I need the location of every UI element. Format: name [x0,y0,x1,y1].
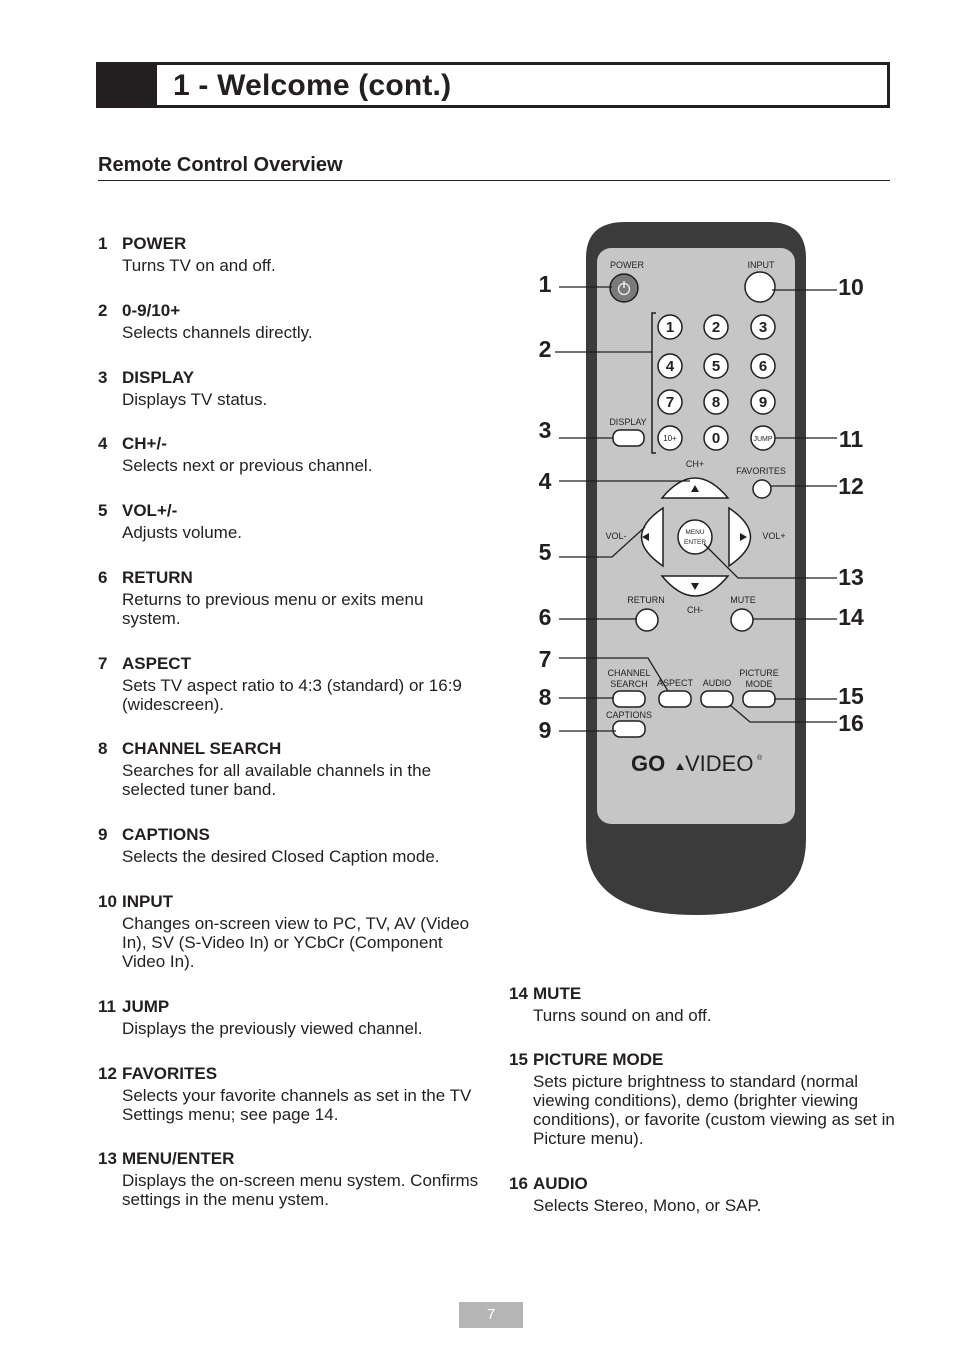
favorites-button [753,480,771,498]
digit-2: 2 [711,319,721,336]
item-desc: Returns to previous menu or exits menu system. [122,590,424,628]
item-number: 11 [98,997,116,1016]
callout-3: 3 [538,417,552,443]
audio-button [701,691,733,707]
item-label: MUTE [533,984,582,1003]
page-title: 1 - Welcome (cont.) [173,69,452,102]
mute-label: MUTE [730,595,756,605]
page-number: 7 [459,1302,523,1328]
item-label: CHANNEL SEARCH [122,739,282,758]
digit-9: 9 [758,394,768,411]
section-title: Remote Control Overview [98,154,343,176]
vol-minus-label: VOL- [605,531,627,541]
ch-minus-label: CH- [687,605,703,615]
return-button [636,609,658,631]
item-label: PICTURE MODE [533,1050,664,1069]
item-label: CAPTIONS [122,825,210,844]
item-number: 7 [98,654,108,673]
callout-16: 16 [838,710,864,736]
callout-7: 7 [538,646,552,672]
channel-search-button [613,691,645,707]
ten-plus-label: 10+ [663,434,677,443]
search-label: SEARCH [610,679,648,689]
vol-plus-label: VOL+ [762,531,786,541]
item-number: 10 [98,892,117,911]
callout-14: 14 [838,604,864,630]
mode-label: MODE [745,679,773,689]
item-desc: Selects channels directly. [122,323,313,342]
item-desc: Sets picture brightness to standard (normal viewing conditions), demo (brighter viewing conditions), or favorite (custom viewing as set in Picture menu). [533,1072,895,1148]
callout-9: 9 [538,717,552,743]
item-label: VOL+/- [122,501,178,520]
digit-4: 4 [665,358,675,375]
digit-8: 8 [711,394,721,411]
mute-button [731,609,753,631]
digit-0: 0 [711,430,721,447]
power-label: POWER [609,260,645,270]
brand-logo [631,751,763,776]
item-desc: Displays the previously viewed channel. [122,1019,423,1038]
ch-plus-label: CH+ [685,459,705,469]
callout-8: 8 [538,684,552,710]
item-desc: Selects next or previous channel. [122,456,373,475]
item-desc: Sets TV aspect ratio to 4:3 (standard) or 16:9 (widescreen). [122,676,462,714]
callout-15: 15 [838,683,864,709]
item-desc: Searches for all available channels in the selected tuner band. [122,761,432,799]
item-desc: Changes on-screen view to PC, TV, AV (Video In), SV (S-Video In) or YCbCr (Component Video In). [122,914,470,971]
captions-button [613,721,645,737]
item-desc: Selects the desired Closed Caption mode. [122,847,440,866]
item-label: CH+/- [122,434,167,453]
digit-7: 7 [665,394,675,411]
svg-text:VIDEO: VIDEO [685,751,754,776]
item-desc: Adjusts volume. [122,523,242,542]
item-number: 3 [98,368,108,387]
item-number: 5 [98,501,108,520]
menu-enter-button [678,520,712,554]
callout-11: 11 [838,426,864,452]
digit-1: 1 [665,319,675,336]
callout-2: 2 [538,336,552,362]
item-label: RETURN [122,568,193,587]
item-desc: Displays the on-screen menu system. Confirms settings in the menu ystem. [122,1171,479,1209]
channel-label: CHANNEL [607,668,651,678]
item-label: INPUT [122,892,173,911]
item-label: MENU/ENTER [122,1149,235,1168]
item-desc: Displays TV status. [122,390,268,409]
item-number: 13 [98,1149,117,1168]
item-number: 16 [509,1174,528,1193]
enter-label: ENTER [683,539,707,546]
aspect-button [659,691,691,707]
callout-13: 13 [838,564,864,590]
digit-3: 3 [758,319,768,336]
item-number: 1 [98,234,108,253]
favorites-label: FAVORITES [736,466,786,476]
picture-label: PICTURE [739,668,779,678]
callout-6: 6 [538,604,552,630]
item-desc: Selects Stereo, Mono, or SAP. [533,1196,762,1215]
item-label: DISPLAY [122,368,195,387]
svg-text:GO: GO [631,751,666,776]
item-label: POWER [122,234,187,253]
item-number: 9 [98,825,108,844]
digit-5: 5 [711,358,721,375]
input-button [745,272,775,302]
item-number: 4 [98,434,108,453]
item-number: 12 [98,1064,117,1083]
item-label: 0-9/10+ [122,301,181,320]
item-label: AUDIO [533,1174,588,1193]
svg-text:®: ® [757,755,763,762]
captions-label: CAPTIONS [605,710,653,720]
item-number: 2 [98,301,108,320]
input-label: INPUT [747,260,775,270]
item-label: FAVORITES [122,1064,218,1083]
digit-6: 6 [758,358,768,375]
item-number: 14 [509,984,528,1003]
item-desc: Selects your favorite channels as set in the TV Settings menu; see page 14. [122,1086,472,1124]
audio-label: AUDIO [702,678,732,688]
display-button [613,430,644,446]
item-label: ASPECT [122,654,191,673]
item-number: 6 [98,568,108,587]
aspect-label: ASPECT [656,678,694,688]
callout-10: 10 [838,274,864,300]
return-label: RETURN [627,595,665,605]
callout-5: 5 [538,539,552,565]
callout-12: 12 [838,473,864,499]
item-number: 8 [98,739,108,758]
display-label: DISPLAY [609,417,647,427]
item-number: 15 [509,1050,528,1069]
item-label: JUMP [122,997,170,1016]
callout-4: 4 [538,468,552,494]
jump-label: JUMP [753,436,773,443]
picture-mode-button [743,691,775,707]
item-desc: Turns TV on and off. [122,256,276,275]
item-desc: Turns sound on and off. [533,1006,712,1025]
callout-1: 1 [538,271,552,297]
menu-label: MENU [685,529,705,536]
